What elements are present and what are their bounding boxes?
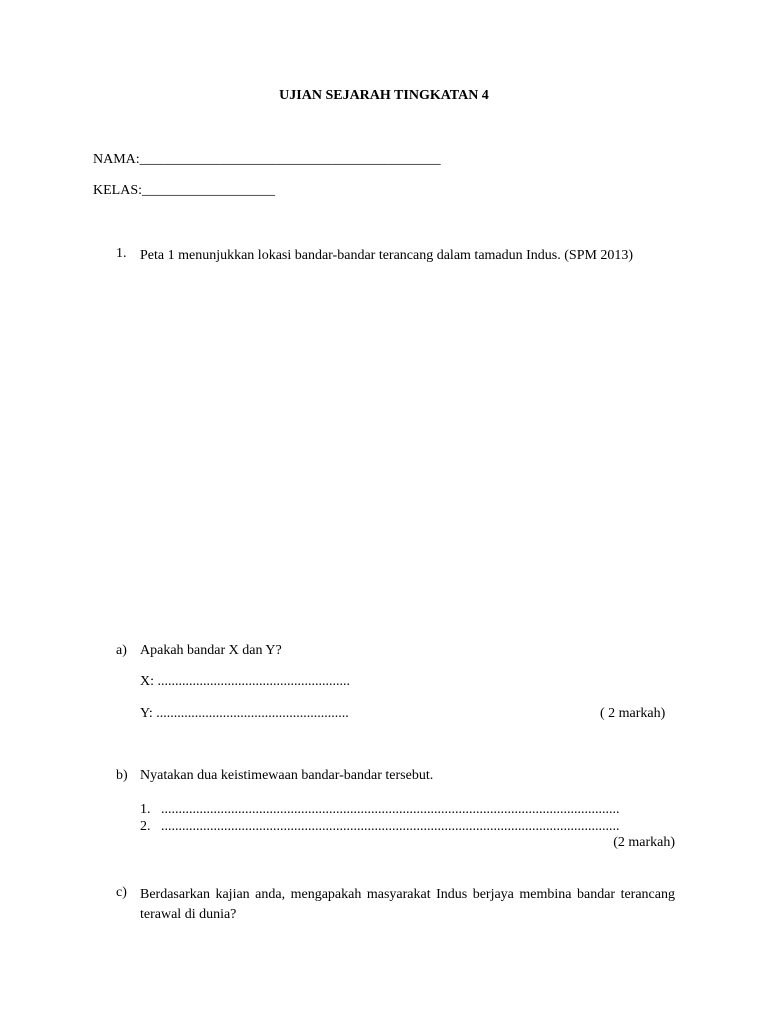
- question-a-marks: ( 2 markah): [600, 706, 666, 721]
- answer-b-2-number: 2.: [140, 819, 151, 834]
- question-b-text: Nyatakan dua keistimewaan bandar-bandar tersebut.: [140, 768, 434, 783]
- question-1-number: 1.: [116, 246, 127, 261]
- question-b-marks: (2 markah): [613, 835, 675, 850]
- answer-x-line: X: .......................................................: [140, 674, 350, 689]
- answer-b-1-number: 1.: [140, 802, 151, 817]
- class-field: KELAS:___________________: [93, 183, 275, 198]
- question-a-text: Apakah bandar X dan Y?: [140, 643, 282, 658]
- answer-b-1-line: ...................................................................................................................................: [161, 802, 620, 817]
- question-a-label: a): [116, 643, 127, 658]
- page-title: UJIAN SEJARAH TINGKATAN 4: [279, 88, 489, 103]
- name-field: NAMA:___________________________________________: [93, 152, 441, 167]
- question-b-label: b): [116, 768, 128, 783]
- question-c-label: c): [116, 885, 127, 900]
- question-1-text: Peta 1 menunjukkan lokasi bandar-bandar terancang dalam tamadun Indus. (SPM 2013): [140, 248, 634, 263]
- answer-y-line: Y: .......................................................: [140, 706, 349, 721]
- answer-b-2-line: ...................................................................................................................................: [161, 819, 620, 834]
- question-c-text: Berdasarkan kajian anda, mengapakah masyarakat Indus berjaya membina bandar terancang terawal di dunia?: [140, 887, 675, 922]
